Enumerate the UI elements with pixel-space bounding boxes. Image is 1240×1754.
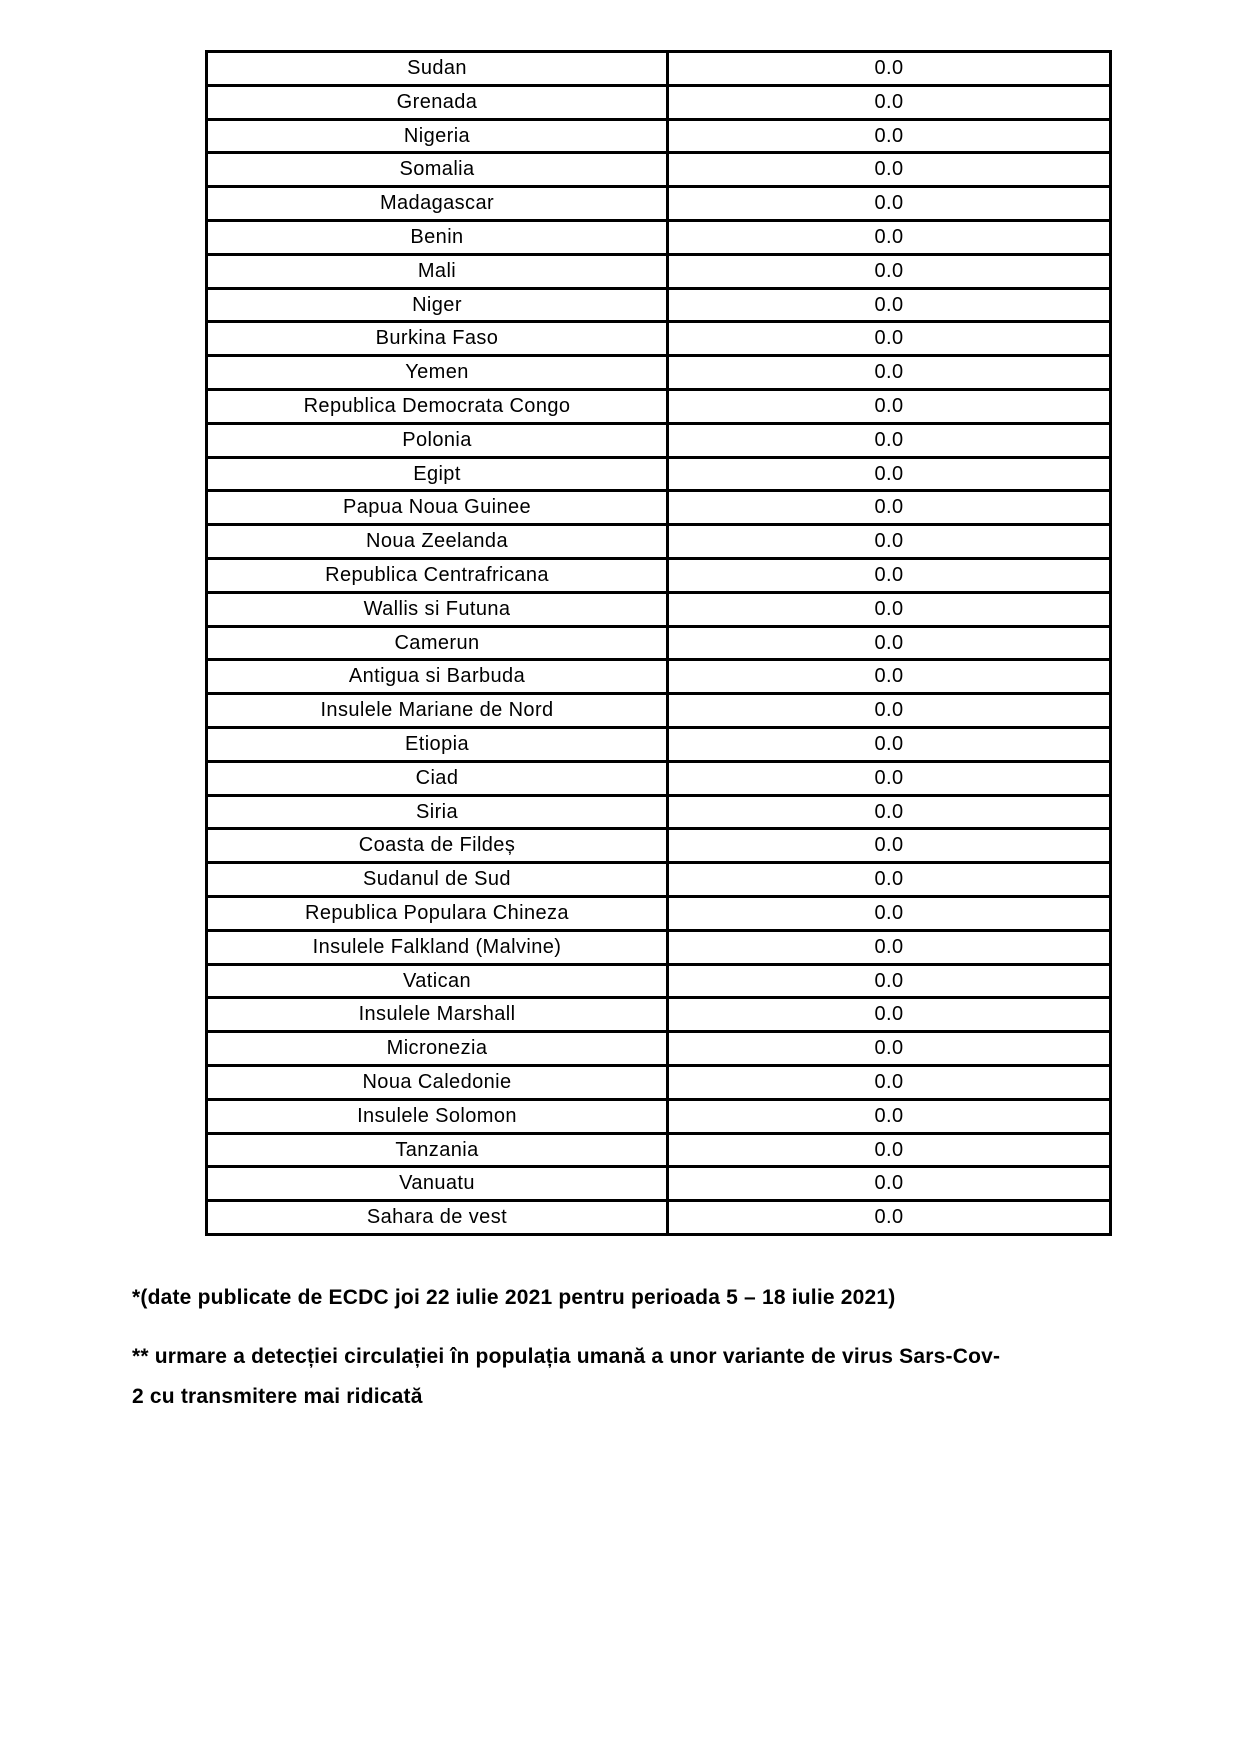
country-cell: Ciad bbox=[207, 761, 668, 795]
value-cell: 0.0 bbox=[668, 795, 1111, 829]
value-cell: 0.0 bbox=[668, 389, 1111, 423]
value-cell: 0.0 bbox=[668, 592, 1111, 626]
table-row bbox=[207, 153, 1111, 187]
country-cell: Sudan bbox=[207, 52, 668, 86]
value-cell: 0.0 bbox=[668, 119, 1111, 153]
table-row bbox=[207, 254, 1111, 288]
table-row bbox=[207, 694, 1111, 728]
value-cell: 0.0 bbox=[668, 1133, 1111, 1167]
table-row bbox=[207, 457, 1111, 491]
value-cell: 0.0 bbox=[668, 85, 1111, 119]
country-cell: Insulele Mariane de Nord bbox=[207, 694, 668, 728]
country-cell: Polonia bbox=[207, 423, 668, 457]
table-row bbox=[207, 389, 1111, 423]
country-cell: Camerun bbox=[207, 626, 668, 660]
table-body bbox=[207, 52, 1111, 1235]
value-cell: 0.0 bbox=[668, 694, 1111, 728]
country-cell: Siria bbox=[207, 795, 668, 829]
table-row bbox=[207, 288, 1111, 322]
table-row bbox=[207, 1167, 1111, 1201]
country-cell: Insulele Marshall bbox=[207, 998, 668, 1032]
value-cell: 0.0 bbox=[668, 896, 1111, 930]
value-cell: 0.0 bbox=[668, 525, 1111, 559]
country-cell: Yemen bbox=[207, 356, 668, 390]
table-row bbox=[207, 964, 1111, 998]
footnote-ecdc-publication-date: *(date publicate de ECDC joi 22 iulie 2021 pentru perioada 5 – 18 iulie 2021) bbox=[132, 1286, 896, 1309]
value-cell: 0.0 bbox=[668, 1201, 1111, 1235]
footnote-virus-variants-line1: ** urmare a detecției circulației în populația umană a unor variante de virus Sars-Cov- bbox=[132, 1345, 1001, 1368]
value-cell: 0.0 bbox=[668, 727, 1111, 761]
value-cell: 0.0 bbox=[668, 288, 1111, 322]
table-row bbox=[207, 998, 1111, 1032]
country-cell: Burkina Faso bbox=[207, 322, 668, 356]
value-cell: 0.0 bbox=[668, 187, 1111, 221]
table-row bbox=[207, 119, 1111, 153]
country-cell: Madagascar bbox=[207, 187, 668, 221]
value-cell: 0.0 bbox=[668, 930, 1111, 964]
country-cell: Republica Centrafricana bbox=[207, 558, 668, 592]
country-cell: Egipt bbox=[207, 457, 668, 491]
value-cell: 0.0 bbox=[668, 1065, 1111, 1099]
value-cell: 0.0 bbox=[668, 254, 1111, 288]
value-cell: 0.0 bbox=[668, 423, 1111, 457]
table-row bbox=[207, 85, 1111, 119]
country-cell: Insulele Falkland (Malvine) bbox=[207, 930, 668, 964]
country-cell: Coasta de Fildeș bbox=[207, 829, 668, 863]
footnote-virus-variants bbox=[132, 1337, 1000, 1417]
value-cell: 0.0 bbox=[668, 1032, 1111, 1066]
table-row bbox=[207, 525, 1111, 559]
value-cell: 0.0 bbox=[668, 829, 1111, 863]
value-cell: 0.0 bbox=[668, 153, 1111, 187]
value-cell: 0.0 bbox=[668, 660, 1111, 694]
country-cell: Vanuatu bbox=[207, 1167, 668, 1201]
value-cell: 0.0 bbox=[668, 491, 1111, 525]
table-row bbox=[207, 727, 1111, 761]
value-cell: 0.0 bbox=[668, 1167, 1111, 1201]
country-cell: Noua Caledonie bbox=[207, 1065, 668, 1099]
country-cell: Somalia bbox=[207, 153, 668, 187]
country-cell: Sahara de vest bbox=[207, 1201, 668, 1235]
country-cell: Papua Noua Guinee bbox=[207, 491, 668, 525]
country-cell: Insulele Solomon bbox=[207, 1099, 668, 1133]
country-cell: Wallis si Futuna bbox=[207, 592, 668, 626]
table-row bbox=[207, 1201, 1111, 1235]
country-cell: Republica Populara Chineza bbox=[207, 896, 668, 930]
value-cell: 0.0 bbox=[668, 356, 1111, 390]
value-cell: 0.0 bbox=[668, 457, 1111, 491]
table-row bbox=[207, 322, 1111, 356]
table-row bbox=[207, 491, 1111, 525]
table-row bbox=[207, 52, 1111, 86]
table-row bbox=[207, 1032, 1111, 1066]
value-cell: 0.0 bbox=[668, 863, 1111, 897]
country-cell: Sudanul de Sud bbox=[207, 863, 668, 897]
country-cell: Etiopia bbox=[207, 727, 668, 761]
value-cell: 0.0 bbox=[668, 964, 1111, 998]
country-cell: Vatican bbox=[207, 964, 668, 998]
table-row bbox=[207, 423, 1111, 457]
footnote-virus-variants-line2: 2 cu transmitere mai ridicată bbox=[132, 1385, 423, 1408]
value-cell: 0.0 bbox=[668, 761, 1111, 795]
country-cell: Micronezia bbox=[207, 1032, 668, 1066]
table-row bbox=[207, 220, 1111, 254]
value-cell: 0.0 bbox=[668, 558, 1111, 592]
value-cell: 0.0 bbox=[668, 1099, 1111, 1133]
country-cell: Grenada bbox=[207, 85, 668, 119]
table-row bbox=[207, 660, 1111, 694]
country-value-table bbox=[205, 50, 1112, 1236]
table-row bbox=[207, 626, 1111, 660]
country-cell: Mali bbox=[207, 254, 668, 288]
table-row bbox=[207, 187, 1111, 221]
country-cell: Niger bbox=[207, 288, 668, 322]
country-cell: Antigua si Barbuda bbox=[207, 660, 668, 694]
value-cell: 0.0 bbox=[668, 52, 1111, 86]
value-cell: 0.0 bbox=[668, 626, 1111, 660]
table-row bbox=[207, 829, 1111, 863]
table-row bbox=[207, 1065, 1111, 1099]
table-row bbox=[207, 896, 1111, 930]
table-row bbox=[207, 761, 1111, 795]
country-cell: Benin bbox=[207, 220, 668, 254]
table-row bbox=[207, 1133, 1111, 1167]
table-row bbox=[207, 795, 1111, 829]
table-row bbox=[207, 356, 1111, 390]
value-cell: 0.0 bbox=[668, 220, 1111, 254]
table-row bbox=[207, 1099, 1111, 1133]
table-row bbox=[207, 863, 1111, 897]
value-cell: 0.0 bbox=[668, 998, 1111, 1032]
country-cell: Republica Democrata Congo bbox=[207, 389, 668, 423]
value-cell: 0.0 bbox=[668, 322, 1111, 356]
country-cell: Tanzania bbox=[207, 1133, 668, 1167]
table-row bbox=[207, 558, 1111, 592]
table-row bbox=[207, 592, 1111, 626]
table-row bbox=[207, 930, 1111, 964]
country-cell: Noua Zeelanda bbox=[207, 525, 668, 559]
country-cell: Nigeria bbox=[207, 119, 668, 153]
